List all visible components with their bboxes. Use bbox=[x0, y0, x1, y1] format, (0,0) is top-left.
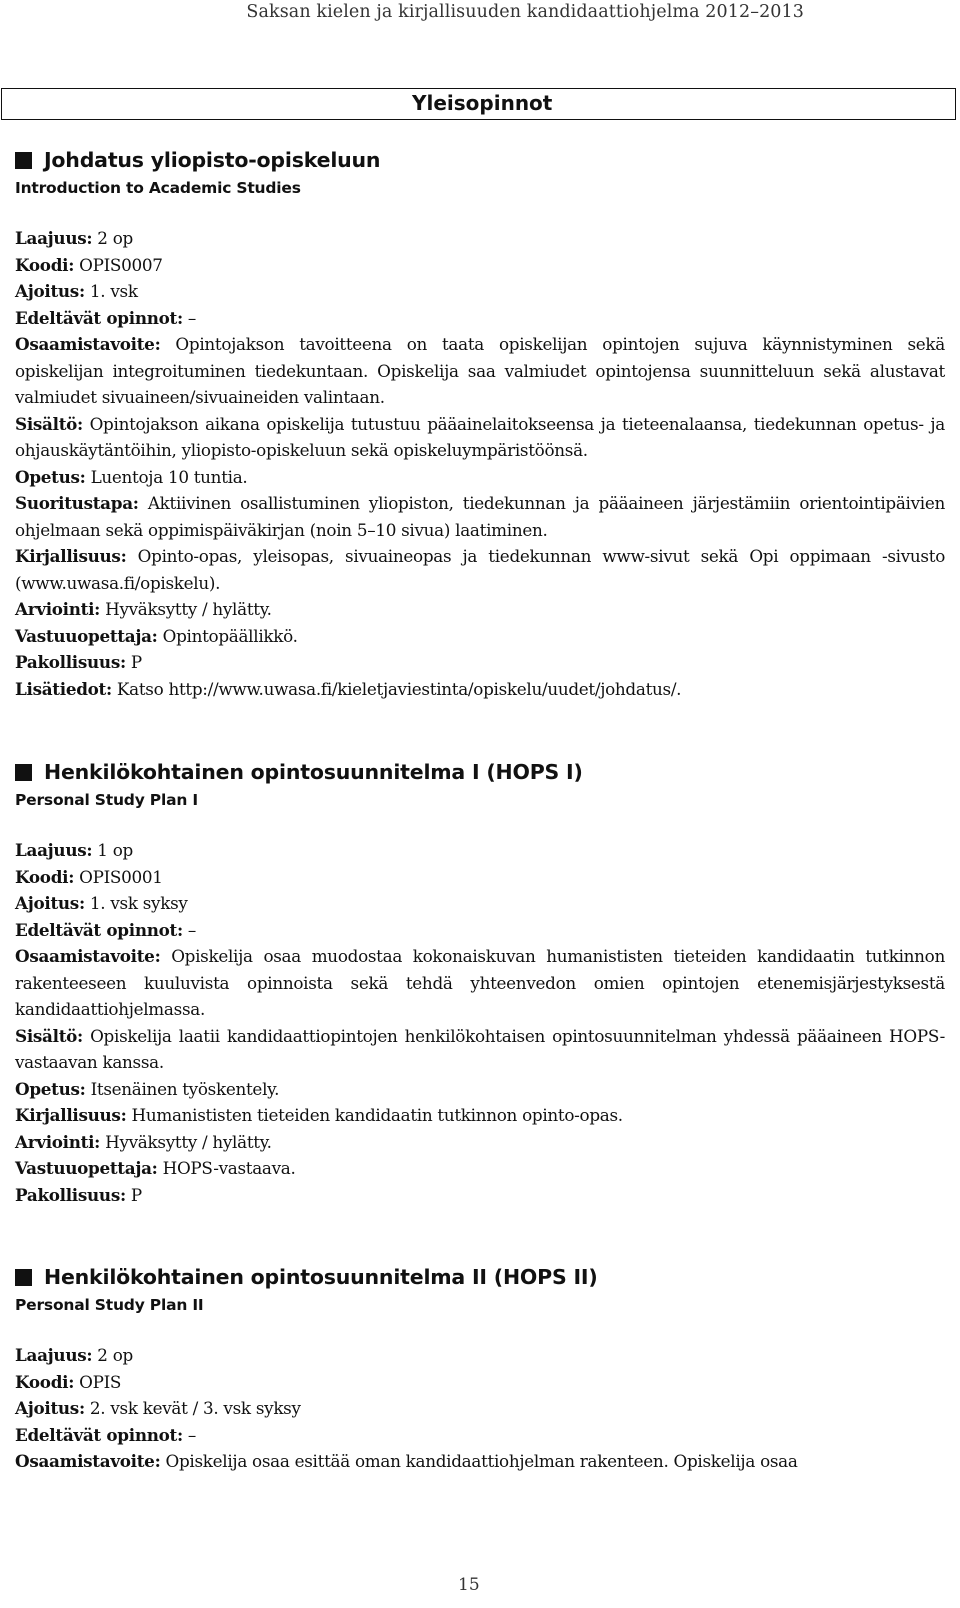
course-subtitle: Personal Study Plan II bbox=[15, 1296, 204, 1314]
field-label: Vastuuopettaja: bbox=[15, 1158, 158, 1178]
field-osaamistavoite bbox=[15, 331, 945, 411]
field-opetus bbox=[15, 1076, 945, 1103]
course-hops-2 bbox=[15, 1262, 945, 1475]
field-ajoitus bbox=[15, 890, 945, 917]
field-label: Vastuuopettaja: bbox=[15, 625, 158, 646]
field-laajuus bbox=[15, 1342, 945, 1369]
field-value: OPIS bbox=[74, 1371, 122, 1392]
field-value: Katso http://www.uwasa.fi/kieletjaviestinta/opiskelu/uudet/johdatus/. bbox=[111, 678, 682, 699]
field-osaamistavoite bbox=[15, 1448, 945, 1475]
field-vastuuopettaja bbox=[15, 623, 945, 650]
field-label: Koodi: bbox=[15, 254, 75, 275]
field-label: Laajuus: bbox=[15, 1345, 93, 1365]
field-label: Sisältö: bbox=[15, 413, 83, 434]
field-label: Edeltävät opinnot: bbox=[15, 307, 183, 328]
field-value: Opiskelija osaa muodostaa kokonaiskuvan humanististen tieteiden kandidaatin tutkinnon rakenteeseen kuuluvista opinnoista sekä tehdä yhteenvedon omien opintojen etenemisjärjestyksestä kandidaattiohjelmassa. bbox=[15, 946, 945, 1019]
field-value: Opiskelija osaa esittää oman kandidaattiohjelman rakenteen. Opiskelija osaa bbox=[160, 1451, 798, 1471]
square-bullet-icon bbox=[15, 1269, 32, 1286]
course-title: Henkilökohtainen opintosuunnitelma II (HOPS II) bbox=[44, 1265, 598, 1289]
field-label: Edeltävät opinnot: bbox=[15, 919, 183, 940]
field-value: Opinto-opas, yleisopas, sivuaineopas ja tiedekunnan www-sivut sekä Opi oppimaan -sivusto (www.uwasa.fi/opiskelu). bbox=[15, 546, 945, 593]
field-opetus bbox=[15, 464, 945, 491]
field-laajuus bbox=[15, 225, 945, 252]
field-koodi bbox=[15, 864, 945, 891]
field-value: OPIS0007 bbox=[74, 254, 163, 275]
field-label: Arviointi: bbox=[15, 1131, 101, 1152]
field-value: Humanististen tieteiden kandidaatin tutkinnon opinto-opas. bbox=[126, 1105, 623, 1125]
field-value: Luentoja 10 tuntia. bbox=[85, 466, 248, 487]
field-value: HOPS-vastaava. bbox=[157, 1158, 296, 1178]
field-laajuus bbox=[15, 837, 945, 864]
field-label: Ajoitus: bbox=[15, 1398, 85, 1418]
field-edeltavat bbox=[15, 305, 945, 332]
field-value: 1 op bbox=[92, 840, 133, 860]
field-sisalto bbox=[15, 1023, 945, 1076]
field-value: Hyväksytty / hylätty. bbox=[100, 1131, 272, 1152]
field-label: Koodi: bbox=[15, 1371, 75, 1392]
field-value: Itsenäinen työskentely. bbox=[85, 1078, 280, 1099]
field-ajoitus bbox=[15, 1395, 945, 1422]
field-value: Opintojakson aikana opiskelija tutustuu pääainelaitokseensa ja tieteenalaansa, tiedekunnan opetus- ja ohjauskäytäntöihin, yliopisto-opiskeluun sekä opiskeluympäristöönsä. bbox=[15, 413, 945, 460]
field-value: – bbox=[182, 919, 196, 940]
page-number: 15 bbox=[458, 1575, 480, 1595]
field-value: Opintojakson tavoitteena on taata opiskelijan opintojen sujuva käynnistyminen sekä opiskelijan integroituminen tiedekuntaan. Opiskelija saa valmiudet opintojensa suunnitteluun sekä alustavat valmiudet sivuaineen/sivuaineiden valintaan. bbox=[15, 334, 945, 407]
field-label: Pakollisuus: bbox=[15, 652, 126, 672]
field-value: 1. vsk syksy bbox=[84, 893, 188, 913]
field-arviointi bbox=[15, 596, 945, 623]
field-label: Opetus: bbox=[15, 1078, 86, 1099]
field-label: Laajuus: bbox=[15, 840, 93, 860]
field-value: 2 op bbox=[92, 1345, 133, 1365]
field-label: Koodi: bbox=[15, 866, 75, 887]
field-edeltavat bbox=[15, 1422, 945, 1449]
running-header: Saksan kielen ja kirjallisuuden kandidaattiohjelma 2012–2013 bbox=[246, 2, 804, 22]
field-pakollisuus bbox=[15, 649, 945, 676]
field-value: – bbox=[182, 1424, 196, 1445]
course-johdatus bbox=[15, 145, 945, 702]
field-label: Pakollisuus: bbox=[15, 1184, 126, 1205]
square-bullet-icon bbox=[15, 152, 32, 169]
field-value: 1. vsk bbox=[84, 281, 138, 301]
field-value: Hyväksytty / hylätty. bbox=[100, 599, 272, 619]
square-bullet-icon bbox=[15, 764, 32, 781]
field-lisatiedot bbox=[15, 676, 945, 703]
field-label: Edeltävät opinnot: bbox=[15, 1424, 183, 1445]
field-label: Suoritustapa: bbox=[15, 493, 139, 513]
field-label: Osaamistavoite: bbox=[15, 946, 161, 966]
field-vastuuopettaja bbox=[15, 1155, 945, 1182]
section-header-box bbox=[1, 88, 956, 120]
field-suoritustapa bbox=[15, 490, 945, 543]
course-subtitle: Introduction to Academic Studies bbox=[15, 179, 301, 197]
field-osaamistavoite bbox=[15, 943, 945, 1023]
course-title: Johdatus yliopisto-opiskeluun bbox=[44, 148, 381, 172]
field-value: OPIS0001 bbox=[74, 866, 163, 887]
field-edeltavat bbox=[15, 917, 945, 944]
field-label: Arviointi: bbox=[15, 599, 101, 619]
course-title: Henkilökohtainen opintosuunnitelma I (HOPS I) bbox=[44, 760, 583, 784]
field-arviointi bbox=[15, 1129, 945, 1156]
field-value: P bbox=[125, 1184, 142, 1205]
field-label: Osaamistavoite: bbox=[15, 1451, 161, 1471]
field-label: Osaamistavoite: bbox=[15, 334, 161, 354]
field-kirjallisuus bbox=[15, 1102, 945, 1129]
course-subtitle: Personal Study Plan I bbox=[15, 791, 198, 809]
field-sisalto bbox=[15, 411, 945, 464]
field-label: Kirjallisuus: bbox=[15, 546, 127, 566]
field-label: Lisätiedot: bbox=[15, 678, 112, 699]
field-value: – bbox=[182, 307, 196, 328]
course-hops-1 bbox=[15, 757, 945, 1208]
field-label: Ajoitus: bbox=[15, 893, 85, 913]
field-label: Opetus: bbox=[15, 466, 86, 487]
field-label: Kirjallisuus: bbox=[15, 1105, 127, 1125]
field-value: Opiskelija laatii kandidaattiopintojen henkilökohtaisen opintosuunnitelman yhdessä pääaineen HOPS-vastaavan kanssa. bbox=[15, 1025, 945, 1072]
field-koodi bbox=[15, 1369, 945, 1396]
field-value: 2 op bbox=[92, 228, 133, 248]
field-value: 2. vsk kevät / 3. vsk syksy bbox=[84, 1398, 301, 1418]
field-pakollisuus bbox=[15, 1182, 945, 1209]
field-label: Laajuus: bbox=[15, 228, 93, 248]
field-value: P bbox=[125, 652, 142, 672]
field-value: Aktiivinen osallistuminen yliopiston, tiedekunnan ja pääaineen järjestämiin orientointipäivien ohjelmaan sekä oppimispäiväkirjan (noin 5–10 sivua) laatiminen. bbox=[15, 493, 945, 540]
section-title: Yleisopinnot bbox=[412, 91, 553, 115]
field-value: Opintopäällikkö. bbox=[157, 625, 298, 646]
field-koodi bbox=[15, 252, 945, 279]
field-kirjallisuus bbox=[15, 543, 945, 596]
field-ajoitus bbox=[15, 278, 945, 305]
field-label: Sisältö: bbox=[15, 1025, 83, 1046]
field-label: Ajoitus: bbox=[15, 281, 85, 301]
